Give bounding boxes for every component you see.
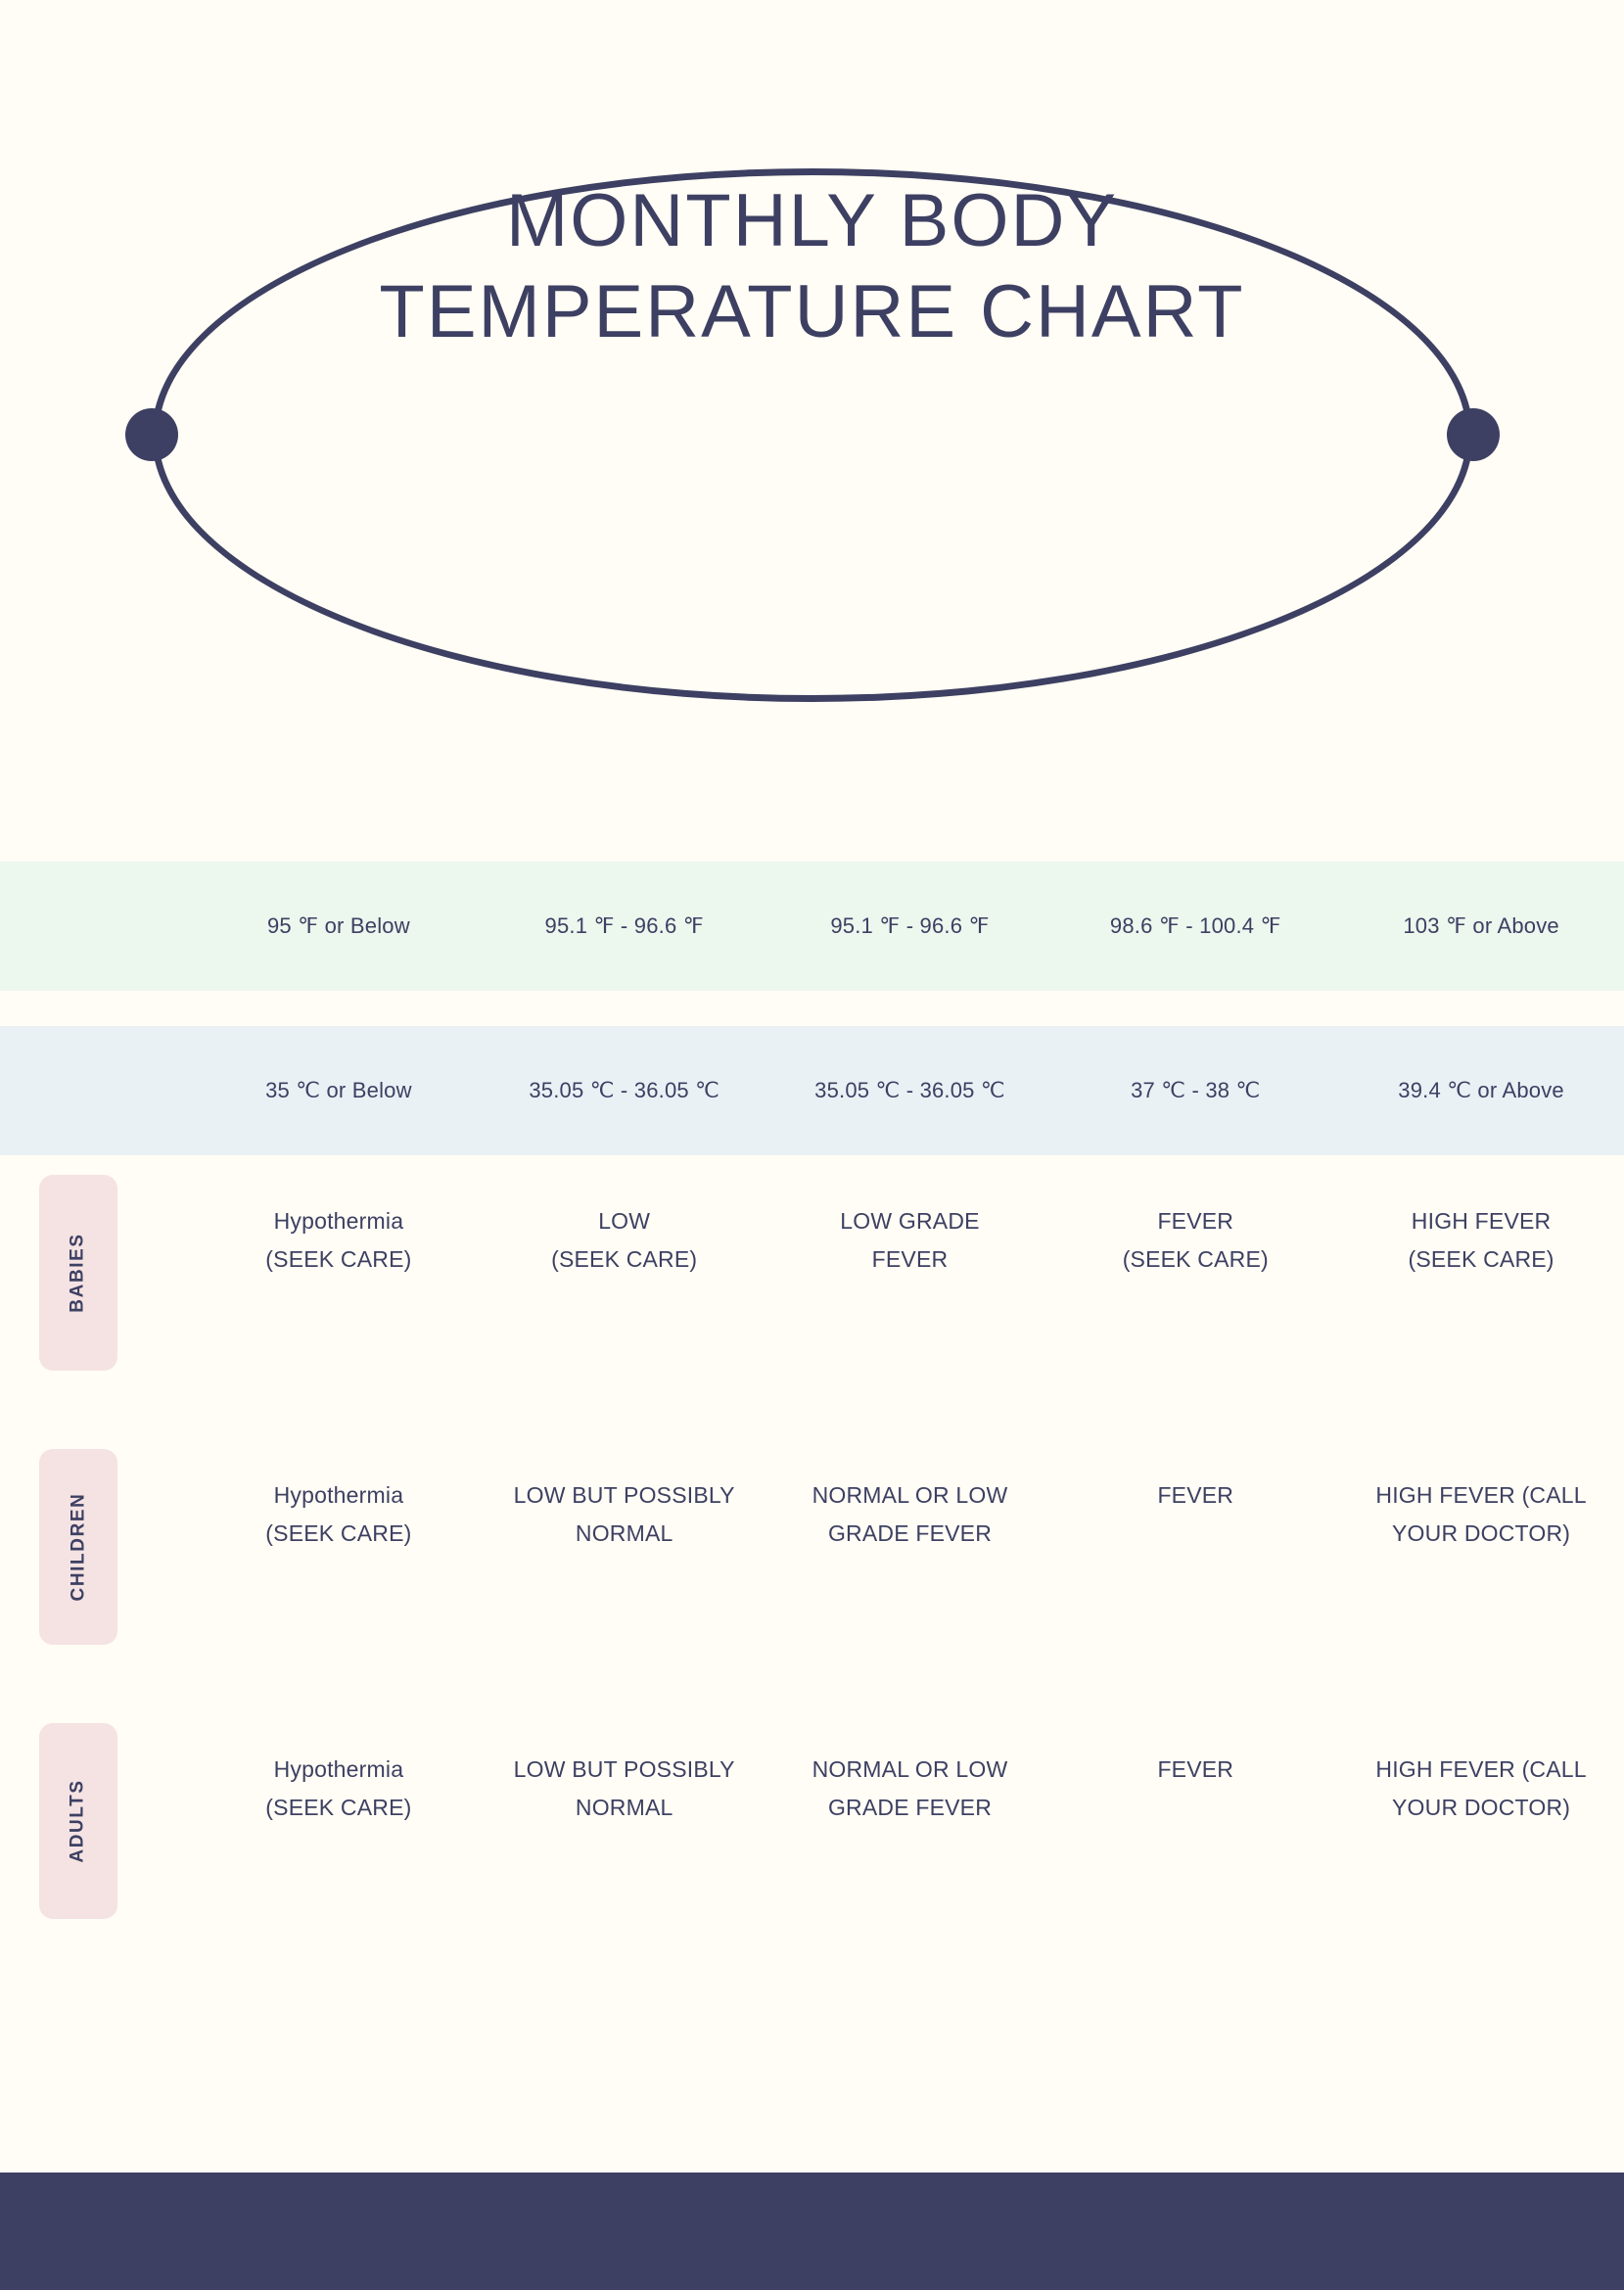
row-adults-cell: Hypothermia (SEEK CARE) xyxy=(265,1756,412,1820)
table-row xyxy=(0,1723,1624,2007)
row-babies-cell: HIGH FEVER (SEEK CARE) xyxy=(1408,1208,1554,1272)
row-label-text: ADULTS xyxy=(68,1779,88,1863)
table-row xyxy=(0,1449,1624,1733)
row-children-cell: LOW BUT POSSIBLY NORMAL xyxy=(513,1482,735,1546)
fahrenheit-range-cell: 98.6 ℉ - 100.4 ℉ xyxy=(1109,913,1281,938)
celsius-range-row xyxy=(0,1026,1624,1155)
page-title-line-2: TEMPERATURE CHART xyxy=(379,269,1245,353)
row-babies-cell: LOW (SEEK CARE) xyxy=(551,1208,698,1272)
celsius-range-cell: 35.05 ℃ - 36.05 ℃ xyxy=(814,1078,1005,1102)
fahrenheit-range-cell: 95.1 ℉ - 96.6 ℉ xyxy=(830,913,990,938)
row-label-babies xyxy=(0,1175,196,1371)
fahrenheit-range-cell: 95.1 ℉ - 96.6 ℉ xyxy=(544,913,704,938)
row-label-text: BABIES xyxy=(68,1233,89,1313)
row-adults-cell: NORMAL OR LOW GRADE FEVER xyxy=(812,1756,1008,1820)
page-title xyxy=(0,176,1624,357)
fahrenheit-range-row xyxy=(0,862,1624,991)
celsius-range-cell: 37 ℃ - 38 ℃ xyxy=(1131,1078,1261,1102)
row-label-text: CHILDREN xyxy=(68,1492,88,1602)
celsius-range-cell: 39.4 ℃ or Above xyxy=(1398,1078,1564,1102)
fahrenheit-range-cell: 95 ℉ or Below xyxy=(266,913,410,938)
footer-bar xyxy=(0,2173,1624,2290)
ellipse-dot-left-icon xyxy=(125,408,178,461)
row-label-children xyxy=(0,1449,196,1645)
row-children-cell: Hypothermia (SEEK CARE) xyxy=(265,1482,412,1546)
ellipse-dot-right-icon xyxy=(1447,408,1500,461)
row-babies-cell: LOW GRADE FEVER xyxy=(840,1208,980,1272)
row-babies-cell: Hypothermia (SEEK CARE) xyxy=(265,1208,412,1272)
table-row xyxy=(0,1175,1624,1459)
row-label-tab xyxy=(39,1175,117,1371)
row-adults-cell: HIGH FEVER (CALL YOUR DOCTOR) xyxy=(1375,1756,1587,1820)
page-title-line-1: MONTHLY BODY xyxy=(505,179,1119,262)
row-children-cell: HIGH FEVER (CALL YOUR DOCTOR) xyxy=(1375,1482,1587,1546)
row-label-tab xyxy=(39,1723,117,1919)
row-children-cell: NORMAL OR LOW GRADE FEVER xyxy=(812,1482,1008,1546)
row-label-adults xyxy=(0,1723,196,1919)
row-adults-cell: FEVER xyxy=(1157,1756,1234,1782)
row-children-cell: FEVER xyxy=(1157,1482,1234,1508)
row-label-tab xyxy=(39,1449,117,1645)
header xyxy=(0,0,1624,862)
row-adults-cell: LOW BUT POSSIBLY NORMAL xyxy=(513,1756,735,1820)
fahrenheit-range-cell: 103 ℉ or Above xyxy=(1403,913,1559,938)
celsius-range-cell: 35 ℃ or Below xyxy=(265,1078,412,1102)
row-babies-cell: FEVER (SEEK CARE) xyxy=(1122,1208,1269,1272)
celsius-range-cell: 35.05 ℃ - 36.05 ℃ xyxy=(529,1078,720,1102)
